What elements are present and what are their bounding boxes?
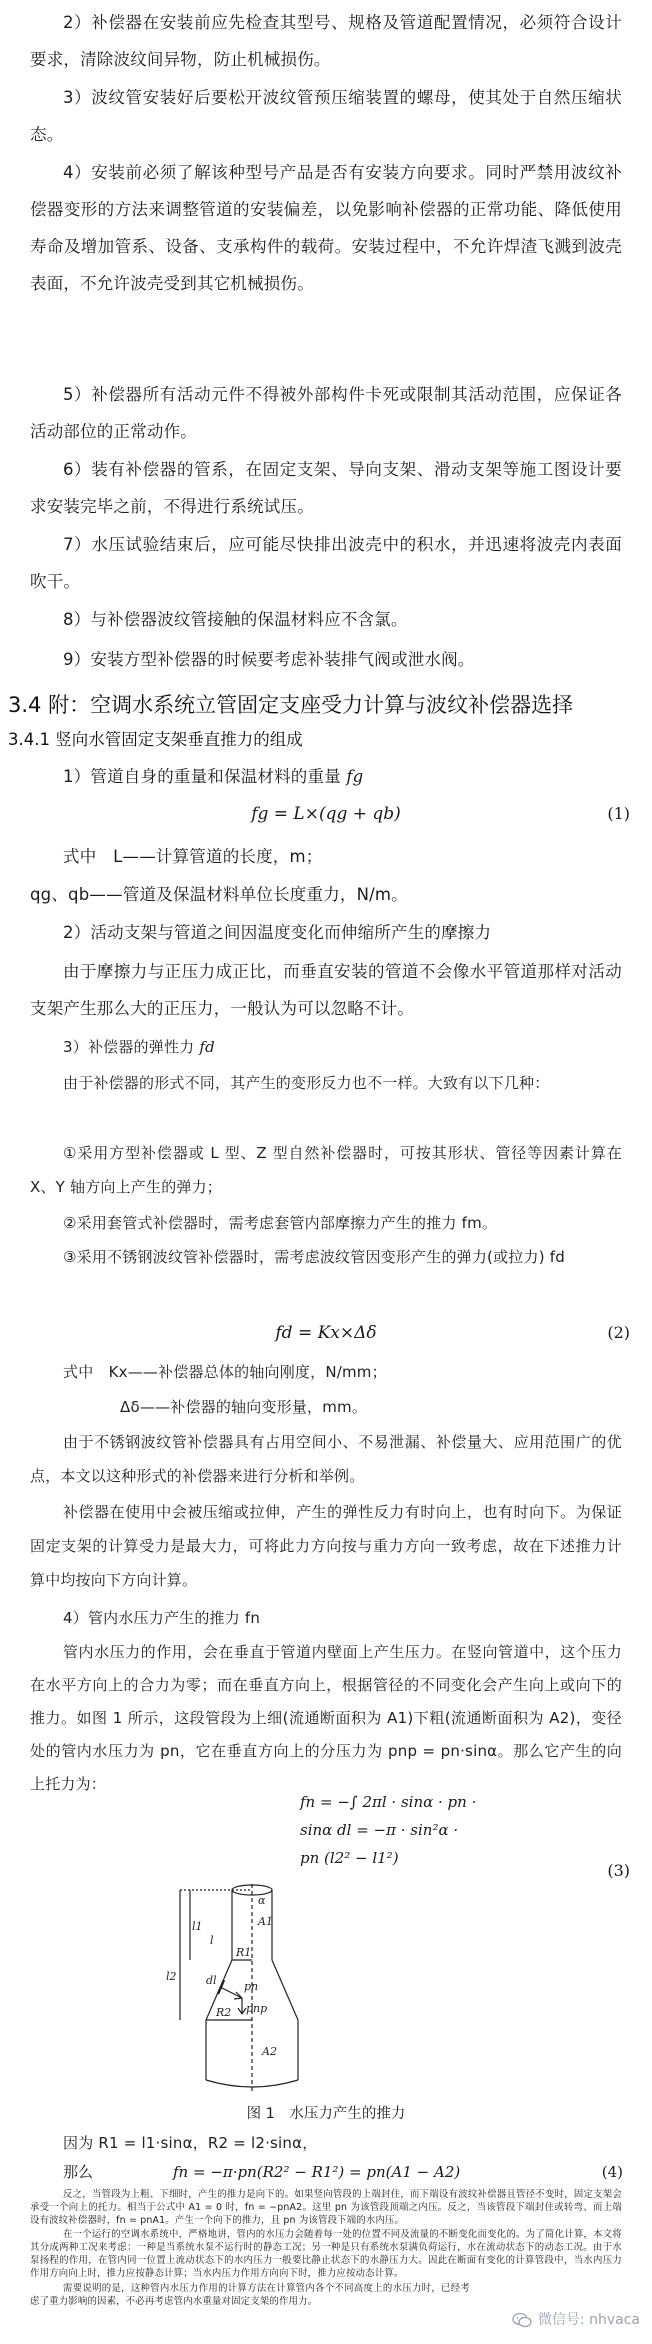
wechat-watermark [512,2309,640,2331]
elastic-text-1: 由于补偿器的形式不同，其产生的变形反力也不一样。大致有以下几种： [63,1074,550,1092]
pressure-formula-4: fn = −π·pn(R2² − R1²) = pn(A1 − A2) [173,2163,461,2181]
gravity-def-2: qg、qb——管道及保温材料单位长度重力，N/m。 [30,885,408,904]
pressure-text-3: 在一个运行的空调水系统中，严格地讲，管内的水压力会随着每一处的位置不同及流量的不断变化而变化的。为了简化计算，本文将其分成两种工况来考虑：一种是当系统水泵不运行时的静态工况；另一种是只有系统水泵满负荷运行，水在流动状态下的动态工况。由于水泵扬程的作用，在管内同一位置上流动状态下的水内压力一般要比静止状态下的水静压力大。因此在断面有变化的计算管段中，当水内压力作用方向向上时，推力应按静态计算；当水内压力作用方向向下时，推力应按动态计算。 [30,2229,622,2279]
pressure-text-2: 反之，当管段为上粗、下细时，产生的推力是向下的。如果竖向管段的上端封住，而下端设有波纹补偿器且管径不变时，固定支架会承受一个向上的托力。相当于公式中 A1 = 0 时，fn = −pnA2。这里 pn 为该管段顶端之内压。反之，当该管段下端封住或转弯、而上端设有波纹补偿器时，fn = pnA1。产生一个向下的推力，且 pn 为该管段下端的水内压。 [30,2189,622,2226]
pressure-figure [150,1880,350,2100]
elastic-case-3: ③采用不锈钢波纹管补偿器时，需考虑波纹管因变形产生的弹力(或拉力) fd [63,1248,565,1266]
install-note-2: 2）补偿器在安装前应先检查其型号、规格及管道配置情况，必须符合设计要求，清除波纹间异物，防止机械损伤。 [30,13,622,69]
gravity-intro-symbol: fg [346,767,364,786]
label-pn: pn [244,1980,259,1993]
gravity-intro [30,758,622,795]
pressure-formula-3a: fn = −∫ 2πl · sinα · pn · [300,1793,477,1811]
label-l1: l1 [192,1920,203,1933]
pressure-eqno-3: (3) [607,1861,630,1880]
install-note-3: 3）波纹管安装好后要松开波纹管预压缩装置的螺母，使其处于自然压缩状态。 [30,88,622,144]
elastic-formula: fd = Kx×Δδ [275,1323,377,1343]
elastic-intro [30,1030,622,1064]
lower-pipe [206,2020,298,2080]
gravity-eqno: (1) [607,804,630,823]
install-note-7: 7）水压试验结束后，应可能尽快排出波壳中的积水，并迅速将波壳内表面吹干。 [30,535,622,591]
label-l: l [210,1934,214,1947]
pressure-text-1: 管内水压力的作用，会在垂直于管道内壁面上产生压力。在竖向管道中，这个压力在水平方向上的合力为零；而在垂直方向上，根据管径的不同变化会产生向上或向下的推力。如图 1 所示，这段管段为上细(流通断面积为 A1)下粗(流通断面积为 A2)，变径处的管内水压力为 pn，它在垂直方向上的分压力为 pnp = pn·sinα。那么它产生的向上托力为： [30,1643,622,1793]
label-r1: R1 [236,1946,252,1959]
label-pnp: pnp [246,2002,268,2015]
watermark-text: 微信号: nhvaca [537,2312,640,2328]
install-note-8: 8）与补偿器波纹管接触的保温材料应不含氯。 [63,610,408,629]
section-subtitle: 3.4.1 竖向水管固定支架垂直推力的组成 [8,730,303,749]
pressure-formula-3 [300,1788,600,1872]
pressure-formula-4-row [63,2158,623,2186]
friction-intro: 2）活动支架与管道之间因温度变化而伸缩所产生的摩擦力 [63,923,492,942]
gravity-intro-text: 1）管道自身的重量和保温材料的重量 [63,767,341,786]
friction-text: 由于摩擦力与正压力成正比，而垂直安装的管道不会像水平管道那样对活动支架产生那么大的正压力，一般认为可以忽略不计。 [30,962,622,1018]
wechat-icon [512,2312,532,2328]
label-dl: dl [206,1974,217,1987]
label-r2: R2 [216,2006,232,2019]
elastic-case-2: ②采用套管式补偿器时，需考虑套管内部摩擦力产生的推力 fm。 [63,1214,498,1232]
install-note-9: 9）安装方型补偿器的时候要考虑补装排气阀或泄水阀。 [63,650,475,669]
pressure-eqno-4: (4) [601,2163,623,2181]
gravity-formula: fg = L×(qg + qb) [251,804,401,824]
elastic-case-1: ①采用方型补偿器或 L 型、Z 型自然补偿器时，可按其形状、管径等因素计算在 X、Y 轴方向上产生的弹力； [30,1144,622,1196]
install-note-6: 6）装有补偿器的管系，在固定支架、导向支架、滑动支架等施工图设计要求安装完毕之前，不得进行系统试压。 [30,460,622,516]
pn-arrow [220,1987,242,1998]
pressure-formula-3b: sinα dl = −π · sin²α · [300,1821,459,1839]
elastic-text-3: 补偿器在使用中会被压缩或拉伸，产生的弹性反力有时向上，也有时向下。为保证固定支架的计算受力是最大力，可将此力方向按与重力方向一致考虑，故在下述推力计算中均按向下方向计算。 [30,1503,622,1589]
figure-caption: 图 1 水压力产生的推力 [246,2106,406,2122]
section-title: 3.4 附：空调水系统立管固定支座受力计算与波纹补偿器选择 [8,693,574,717]
gravity-def-1: 式中 L——计算管道的长度，m； [63,847,323,866]
elastic-intro-text: 3）补偿器的弹性力 [63,1038,195,1056]
pressure-text-4: 需要说明的是，这种管内水压力作用的计算方法在计算管内各个不同高度上的水压力时，已经考虑了重力影响的因素，不必再考虑管内水重量对固定支架的作用力。 [30,2283,470,2307]
pressure-intro: 4）管内水压力产生的推力 fn [63,1609,261,1627]
pressure-formula-3c: pn (l2² − l1²) [300,1849,399,1867]
install-note-5: 5）补偿器所有活动元件不得被外部构件卡死或限制其活动范围，应保证各活动部位的正常动作。 [30,385,622,441]
label-a1: A1 [258,1915,273,1928]
elastic-def-2: Δδ——补偿器的轴向变形量，mm。 [120,1398,368,1416]
pressure-formula-4-lead: 那么 [63,2163,94,2181]
pressure-r-text: 因为 R1 = l1·sinα，R2 = l2·sinα， [63,2134,318,2152]
label-alpha: α [258,1894,266,1907]
elastic-text-2: 由于不锈钢波纹管补偿器具有占用空间小、不易泄漏、补偿量大、应用范围广的优点，本文以这种形式的补偿器来进行分析和举例。 [30,1433,622,1485]
label-l2: l2 [166,1970,177,1983]
label-a2: A2 [262,2045,277,2058]
elastic-eqno: (2) [607,1323,630,1342]
elastic-def-1: 式中 Kx——补偿器总体的轴向刚度，N/mm； [63,1363,387,1381]
elastic-intro-symbol: fd [199,1038,215,1056]
install-note-4: 4）安装前必须了解该种型号产品是否有安装方向要求。同时严禁用波纹补偿器变形的方法来调整管道的安装偏差，以免影响补偿器的正常功能、降低使用寿命及增加管系、设备、支承构件的载荷。安装过程中，不允许焊渣飞溅到波壳表面，不允许波壳受到其它机械损伤。 [30,163,622,293]
